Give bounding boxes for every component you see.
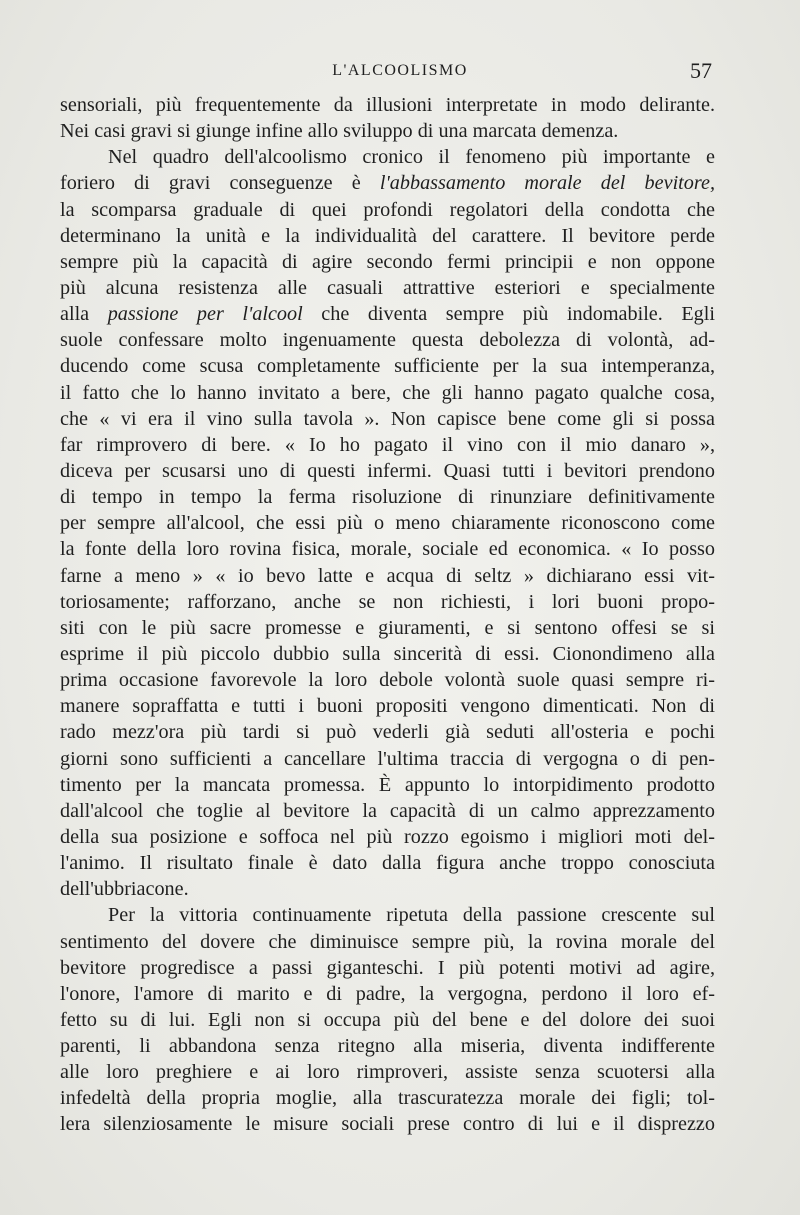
text-line: parenti, li abbandona senza ritegno alla miseria, diventa indifferente bbox=[60, 1035, 715, 1058]
body-text bbox=[60, 92, 715, 1138]
text-line: dell'ubbriacone. bbox=[60, 878, 189, 901]
text-line: di tempo in tempo la ferma risoluzione di rinunziare definitivamente bbox=[60, 486, 715, 509]
text-line bbox=[60, 170, 715, 196]
text-span: foriero di gravi conseguenze è bbox=[60, 172, 380, 195]
text-line: Nei casi gravi si giunge infine allo sviluppo di una marcata demenza. bbox=[60, 120, 619, 143]
text-span: alla bbox=[60, 303, 108, 326]
text-line: sempre più la capacità di agire secondo fermi principii e non oppone bbox=[60, 250, 715, 273]
text-line: far rimprovero di bere. « Io ho pagato il vino con il mio danaro », bbox=[60, 433, 715, 456]
text-line: sensoriali, più frequentemente da illusioni interpretate in modo delirante. bbox=[60, 94, 715, 116]
text-line: l'animo. Il risultato finale è dato dalla figura anche troppo conosciuta bbox=[60, 852, 715, 875]
text-line: timento per la mancata promessa. È appunto lo intorpidimento prodotto bbox=[60, 773, 715, 796]
text-line: più alcuna resistenza alle casuali attrattive esteriori e specialmente bbox=[60, 276, 715, 299]
text-line: Per la vittoria continuamente ripetuta della passione crescente sul bbox=[108, 904, 715, 927]
text-line: il fatto che lo hanno invitato a bere, che gli hanno pagato qualche cosa, bbox=[60, 381, 715, 404]
text-line: che « vi era il vino sulla tavola ». Non capisce bene come gli si possa bbox=[60, 407, 715, 430]
text-line: sentimento del dovere che diminuisce sempre più, la rovina morale del bbox=[60, 930, 715, 953]
text-line: manere sopraffatta e tutti i buoni propositi vengono dimenticati. Non di bbox=[60, 695, 715, 718]
text-line: lera silenziosamente le misure sociali prese contro di lui e il disprezzo bbox=[60, 1113, 715, 1136]
text-line: ducendo come scusa completamente sufficiente per la sua intemperanza, bbox=[60, 355, 715, 378]
text-line: farne a meno » « io bevo latte e acqua di seltz » dichiarano essi vit- bbox=[60, 564, 715, 587]
emphasis-text: passione per l'alcool bbox=[107, 303, 303, 326]
text-line: la fonte della loro rovina fisica, morale, sociale ed economica. « Io posso bbox=[60, 538, 715, 561]
text-line: suole confessare molto ingenuamente questa debolezza di volontà, ad- bbox=[60, 329, 715, 352]
text-line: per sempre all'alcool, che essi più o meno chiaramente riconoscono come bbox=[60, 512, 715, 535]
text-line: dall'alcool che toglie al bevitore la capacità di un calmo apprezzamento bbox=[60, 799, 715, 822]
text-line: alle loro preghiere e ai loro rimproveri, assiste senza scuotersi alla bbox=[60, 1061, 715, 1084]
emphasis-text: l'abbassamento morale del bevitore, bbox=[379, 172, 715, 195]
text-line: esprime il più piccolo dubbio sulla sincerità di essi. Cionondimeno alla bbox=[60, 642, 715, 665]
text-span: che diventa sempre più indomabile. Egli bbox=[302, 303, 715, 326]
page-header bbox=[0, 60, 800, 90]
text-line: l'onore, l'amore di marito e di padre, la vergogna, perdono il loro ef- bbox=[60, 982, 715, 1005]
text-line: bevitore progredisce a passi giganteschi. I più potenti motivi ad agire, bbox=[60, 956, 715, 979]
text-line: della sua posizione e soffoca nel più rozzo egoismo i migliori moti del- bbox=[60, 825, 715, 848]
text-line: Nel quadro dell'alcoolismo cronico il fenomeno più importante e bbox=[108, 146, 715, 169]
text-line: rado mezz'ora più tardi si può vederli già seduti all'osteria e pochi bbox=[60, 721, 715, 744]
text-line: diceva per scusarsi uno di questi infermi. Quasi tutti i bevitori prendono bbox=[60, 459, 715, 482]
text-line: infedeltà della propria moglie, alla trascuratezza morale dei figli; tol- bbox=[60, 1087, 715, 1110]
text-line: la scomparsa graduale di quei profondi regolatori della condotta che bbox=[60, 198, 715, 221]
text-line: determinano la unità e la individualità del carattere. Il bevitore perde bbox=[60, 224, 715, 247]
text-line: toriosamente; rafforzano, anche se non richiesti, i lori buoni propo- bbox=[60, 590, 715, 613]
running-title: L'ALCOOLISMO bbox=[332, 62, 468, 79]
text-line: giorni sono sufficienti a cancellare l'ultima traccia di vergogna o di pen- bbox=[60, 747, 715, 770]
text-line: prima occasione favorevole la loro debole volontà suole quasi sempre ri- bbox=[60, 669, 715, 692]
text-line: fetto su di lui. Egli non si occupa più del bene e del dolore dei suoi bbox=[60, 1008, 715, 1031]
text-line bbox=[60, 301, 715, 327]
text-line: siti con le più sacre promesse e giuramenti, e si sentono offesi se si bbox=[60, 616, 715, 639]
page-number: 57 bbox=[690, 58, 712, 83]
